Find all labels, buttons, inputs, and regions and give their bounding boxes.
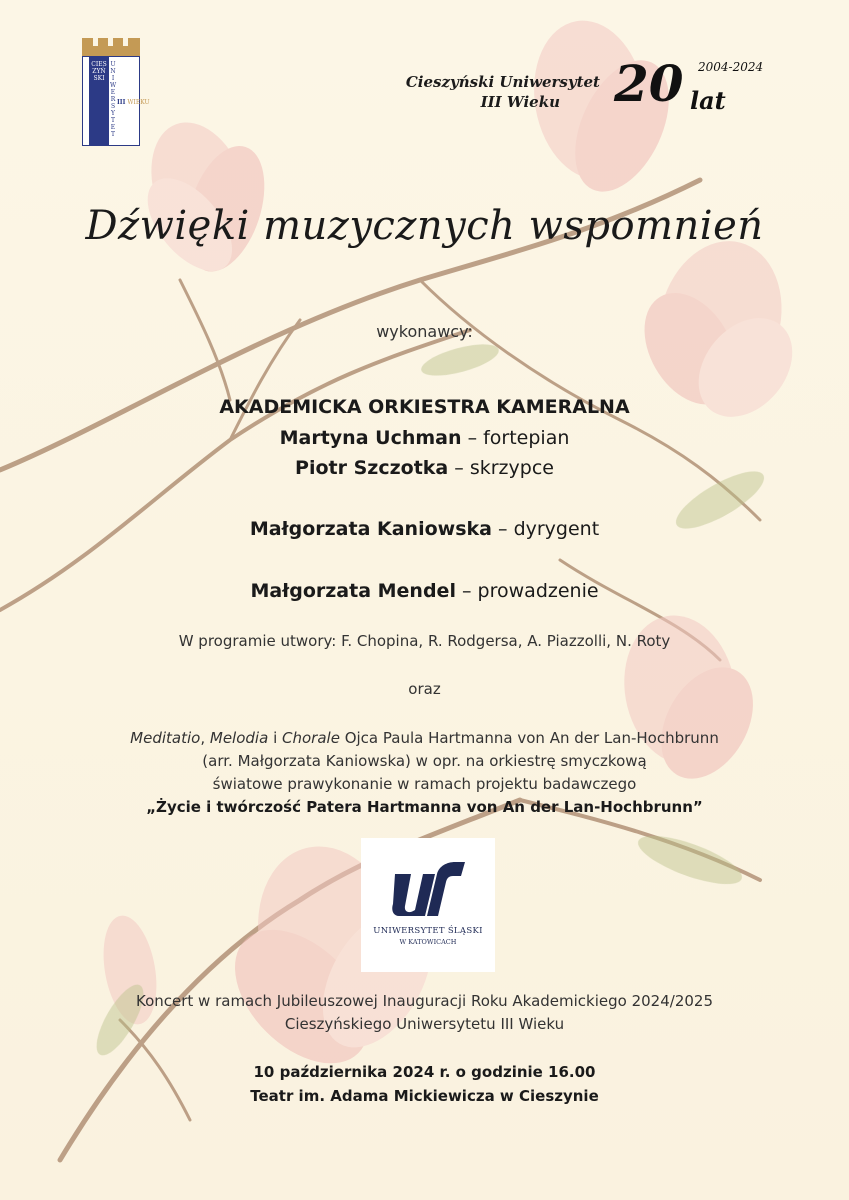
concert-title: Dźwięki muzycznych wspomnień	[85, 203, 764, 249]
work-title: Melodia	[209, 729, 269, 747]
host-line	[0, 580, 849, 602]
logo-tag	[117, 99, 150, 106]
partner-name: UNIWERSYTET ŚLĄSKI	[373, 926, 483, 936]
program-line: W programie utwory: F. Chopina, R. Rodgersa, A. Piazzolli, N. Roty	[178, 632, 671, 650]
partner-city: W KATOWICACH	[399, 938, 457, 946]
performer-name: Małgorzata Mendel	[250, 580, 456, 602]
anniversary-years: 2004-2024	[698, 60, 764, 74]
concert-occasion	[0, 990, 849, 1036]
event-details	[0, 1060, 849, 1108]
premiere-description	[0, 727, 849, 819]
senior-university-logo	[82, 38, 150, 148]
performer-line	[0, 457, 849, 479]
university-name	[400, 72, 600, 112]
project-title-text: „Życie i twórczość Patera Hartmanna von An der Lan-Hochbrunn”	[146, 798, 703, 816]
university-of-silesia-emblem-icon	[391, 860, 465, 920]
separator: i	[268, 729, 283, 747]
logo-battlement	[123, 38, 128, 46]
performer-role: – fortepian	[467, 427, 570, 449]
performer-role: – skrzypce	[454, 457, 554, 479]
premiere-line2: (arr. Małgorzata Kaniowska) w opr. na orkiestrę smyczkową	[202, 752, 647, 770]
and-word: oraz	[408, 680, 441, 698]
orchestra-name: AKADEMICKA ORKIESTRA KAMERALNA	[219, 396, 630, 418]
project-title	[0, 796, 849, 819]
logo-crown	[82, 38, 140, 56]
logo-battlement	[108, 38, 113, 46]
work-title: Chorale	[282, 729, 340, 747]
university-name-line2: III Wieku	[480, 93, 560, 111]
performer-name: Piotr Szczotka	[295, 457, 449, 479]
composer-text: Ojca Paula Hartmanna von An der Lan-Hochbrunn	[339, 729, 719, 747]
logo-tower	[82, 56, 150, 146]
concert-occasion-line2: Cieszyńskiego Uniwersytetu III Wieku	[284, 1015, 565, 1033]
university-of-silesia-logo	[361, 838, 495, 972]
premiere-line1	[0, 727, 849, 750]
university-name-line1: Cieszyński Uniwersytet	[405, 73, 600, 91]
event-venue: Teatr im. Adama Mickiewicza w Cieszynie	[250, 1087, 599, 1105]
conductor-line	[0, 518, 849, 540]
separator: ,	[200, 729, 210, 747]
logo-battlement	[93, 38, 98, 46]
logo-tag-roman: III	[117, 99, 126, 106]
logo-vertical-text-2: UNIWERSYTET	[110, 61, 117, 138]
performers-label: wykonawcy:	[376, 322, 473, 341]
anniversary-number: 20	[614, 54, 684, 113]
concert-occasion-line1: Koncert w ramach Jubileuszowej Inauguracji Roku Akademickiego 2024/2025	[135, 992, 713, 1010]
premiere-line3: światowe prawykonanie w ramach projektu badawczego	[212, 775, 637, 793]
work-title: Meditatio	[130, 729, 201, 747]
logo-tag-word: WIEKU	[127, 99, 150, 106]
anniversary-word: lat	[690, 86, 726, 115]
performer-role: – prowadzenie	[462, 580, 599, 602]
performer-name: Martyna Uchman	[279, 427, 462, 449]
event-date: 10 października 2024 r. o godzinie 16.00	[253, 1063, 596, 1081]
performer-role: – dyrygent	[498, 518, 600, 540]
performer-name: Małgorzata Kaniowska	[249, 518, 492, 540]
performer-line	[0, 427, 849, 449]
logo-vertical-text: CIESZYŃSKI	[91, 61, 107, 82]
